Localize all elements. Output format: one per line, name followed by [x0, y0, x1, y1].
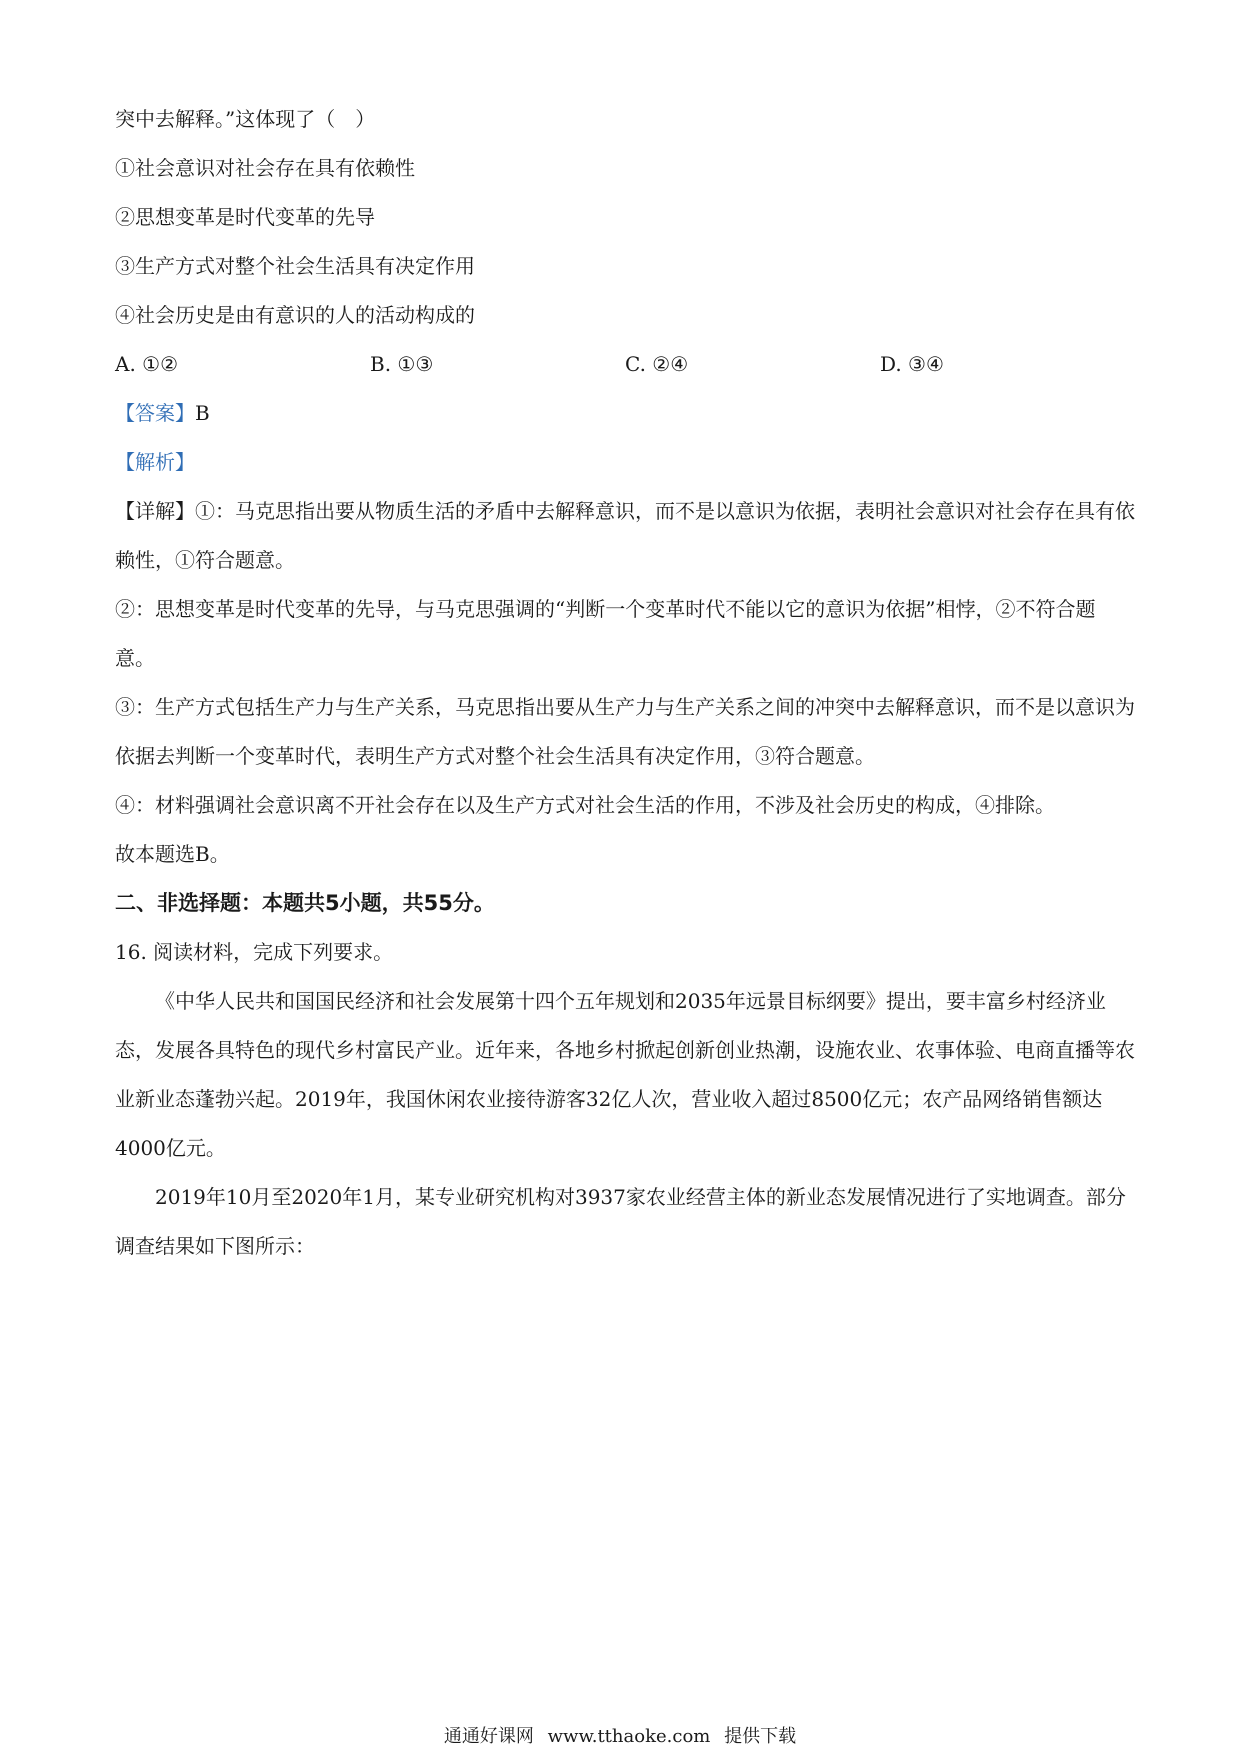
answer-value: B	[195, 401, 210, 425]
statement-2: ②思想变革是时代变革的先导	[115, 205, 375, 229]
option-c: C. ②④	[625, 352, 689, 376]
statement-3: ③生产方式对整个社会生活具有决定作用	[115, 254, 475, 278]
analysis-tag: 【解析】	[115, 450, 195, 474]
statement-1: ①社会意识对社会存在具有依赖性	[115, 156, 415, 180]
statement-4: ④社会历史是由有意识的人的活动构成的	[115, 303, 475, 327]
document-page	[115, 95, 1135, 1271]
page-footer	[0, 1722, 1240, 1748]
footer-site-name: 通通好课网	[443, 1726, 534, 1747]
detail-1-text: ①：马克思指出要从物质生活的矛盾中去解释意识，而不是以意识为依据，表明社会意识对社会存在具有依赖性，①符合题意。	[115, 499, 1135, 572]
question-16-intro: 16. 阅读材料，完成下列要求。	[115, 940, 394, 964]
answer-options	[115, 340, 1135, 389]
detail-2: ②：思想变革是时代变革的先导，与马克思强调的“判断一个变革时代不能以它的意识为依据”相悖，②不符合题意。	[115, 597, 1096, 670]
option-d: D. ③④	[880, 352, 944, 376]
conclusion: 故本题选B。	[115, 842, 230, 866]
detail-1	[115, 487, 1135, 585]
material-paragraph-2: 2019年10月至2020年1月，某专业研究机构对3937家农业经营主体的新业态发展情况进行了实地调查。部分调查结果如下图所示：	[115, 1185, 1126, 1258]
question-stem-tail: 突中去解释。”这体现了（ ）	[115, 107, 376, 131]
option-a: A. ①②	[115, 352, 179, 376]
option-b: B. ①③	[370, 352, 434, 376]
detail-3: ③：生产方式包括生产力与生产关系，马克思指出要从生产力与生产关系之间的冲突中去解释意识，而不是以意识为依据去判断一个变革时代，表明生产方式对整个社会生活具有决定作用，③符合题意。	[115, 695, 1135, 768]
footer-url[interactable]: www.tthaoke.com	[547, 1726, 711, 1747]
detail-4: ④：材料强调社会意识离不开社会存在以及生产方式对社会生活的作用，不涉及社会历史的构成，④排除。	[115, 793, 1055, 817]
material-paragraph-1: 《中华人民共和国国民经济和社会发展第十四个五年规划和2035年远景目标纲要》提出，要丰富乡村经济业态，发展各具特色的现代乡村富民产业。近年来，各地乡村掀起创新创业热潮，设施农业、农事体验、电商直播等农业新业态蓬勃兴起。2019年，我国休闲农业接待游客32亿人次，营业收入超过8500亿元；农产品网络销售额达4000亿元。	[115, 989, 1135, 1160]
answer-line	[115, 389, 1135, 438]
answer-tag: 【答案】	[115, 401, 195, 425]
section-heading: 二、非选择题：本题共5小题，共55分。	[115, 891, 495, 915]
detail-tag: 【详解】	[115, 499, 195, 523]
footer-suffix: 提供下载	[724, 1726, 797, 1747]
